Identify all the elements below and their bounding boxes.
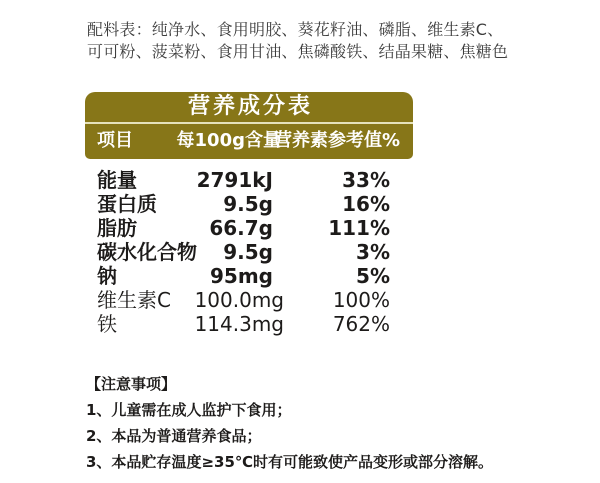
ingredients-text [87,19,508,62]
row-nrv: 100% [332,288,390,312]
row-amount: 2791kJ [196,168,273,192]
row-item-label: 铁 [97,312,117,336]
table-row [85,312,413,336]
row-nrv: 16% [342,192,390,216]
row-nrv: 33% [342,168,390,192]
row-item-label: 蛋白质 [97,192,157,216]
column-header-item: 项目 [97,130,133,151]
row-item-label: 脂肪 [97,216,137,240]
table-row [85,192,413,216]
column-header-amount: 每100g含量 [176,130,281,151]
row-amount: 100.0mg [194,288,284,312]
row-amount: 66.7g [209,216,273,240]
table-row [85,240,413,264]
table-row [85,288,413,312]
notices-section [86,376,493,480]
nutrition-table [85,92,413,336]
row-item-label: 碳水化合物 [97,240,197,264]
row-amount: 95mg [210,264,273,288]
notice-item: 1、儿童需在成人监护下食用； [86,401,292,419]
row-nrv: 3% [356,240,390,264]
row-nrv: 762% [332,312,390,336]
notices-heading: 【注意事项】 [86,375,177,393]
column-header-nrv: 营养素参考值% [273,130,400,151]
notice-item: 3、本品贮存温度≥35℃时有可能致使产品变形或部分溶解。 [86,453,494,471]
ingredients-line1: 配料表：纯净水、食用明胶、葵花籽油、磷脂、维生素C、 [87,20,504,39]
row-amount: 114.3mg [194,312,284,336]
table-row [85,264,413,288]
table-row [85,168,413,192]
row-item-label: 钠 [97,264,117,288]
row-nrv: 111% [328,216,390,240]
table-row [85,216,413,240]
row-amount: 9.5g [223,240,273,264]
nutrition-table-title: 营养成分表 [85,92,413,122]
row-nrv: 5% [356,264,390,288]
row-item-label: 维生素C [97,288,171,312]
row-item-label: 能量 [97,168,137,192]
nutrition-table-column-header [85,124,413,159]
ingredients-line2: 可可粉、菠菜粉、食用甘油、焦磷酸铁、结晶果糖、焦糖色 [87,41,509,61]
nutrition-table-body [85,159,413,336]
notice-item: 2、本品为普通营养食品； [86,427,262,445]
row-amount: 9.5g [223,192,273,216]
